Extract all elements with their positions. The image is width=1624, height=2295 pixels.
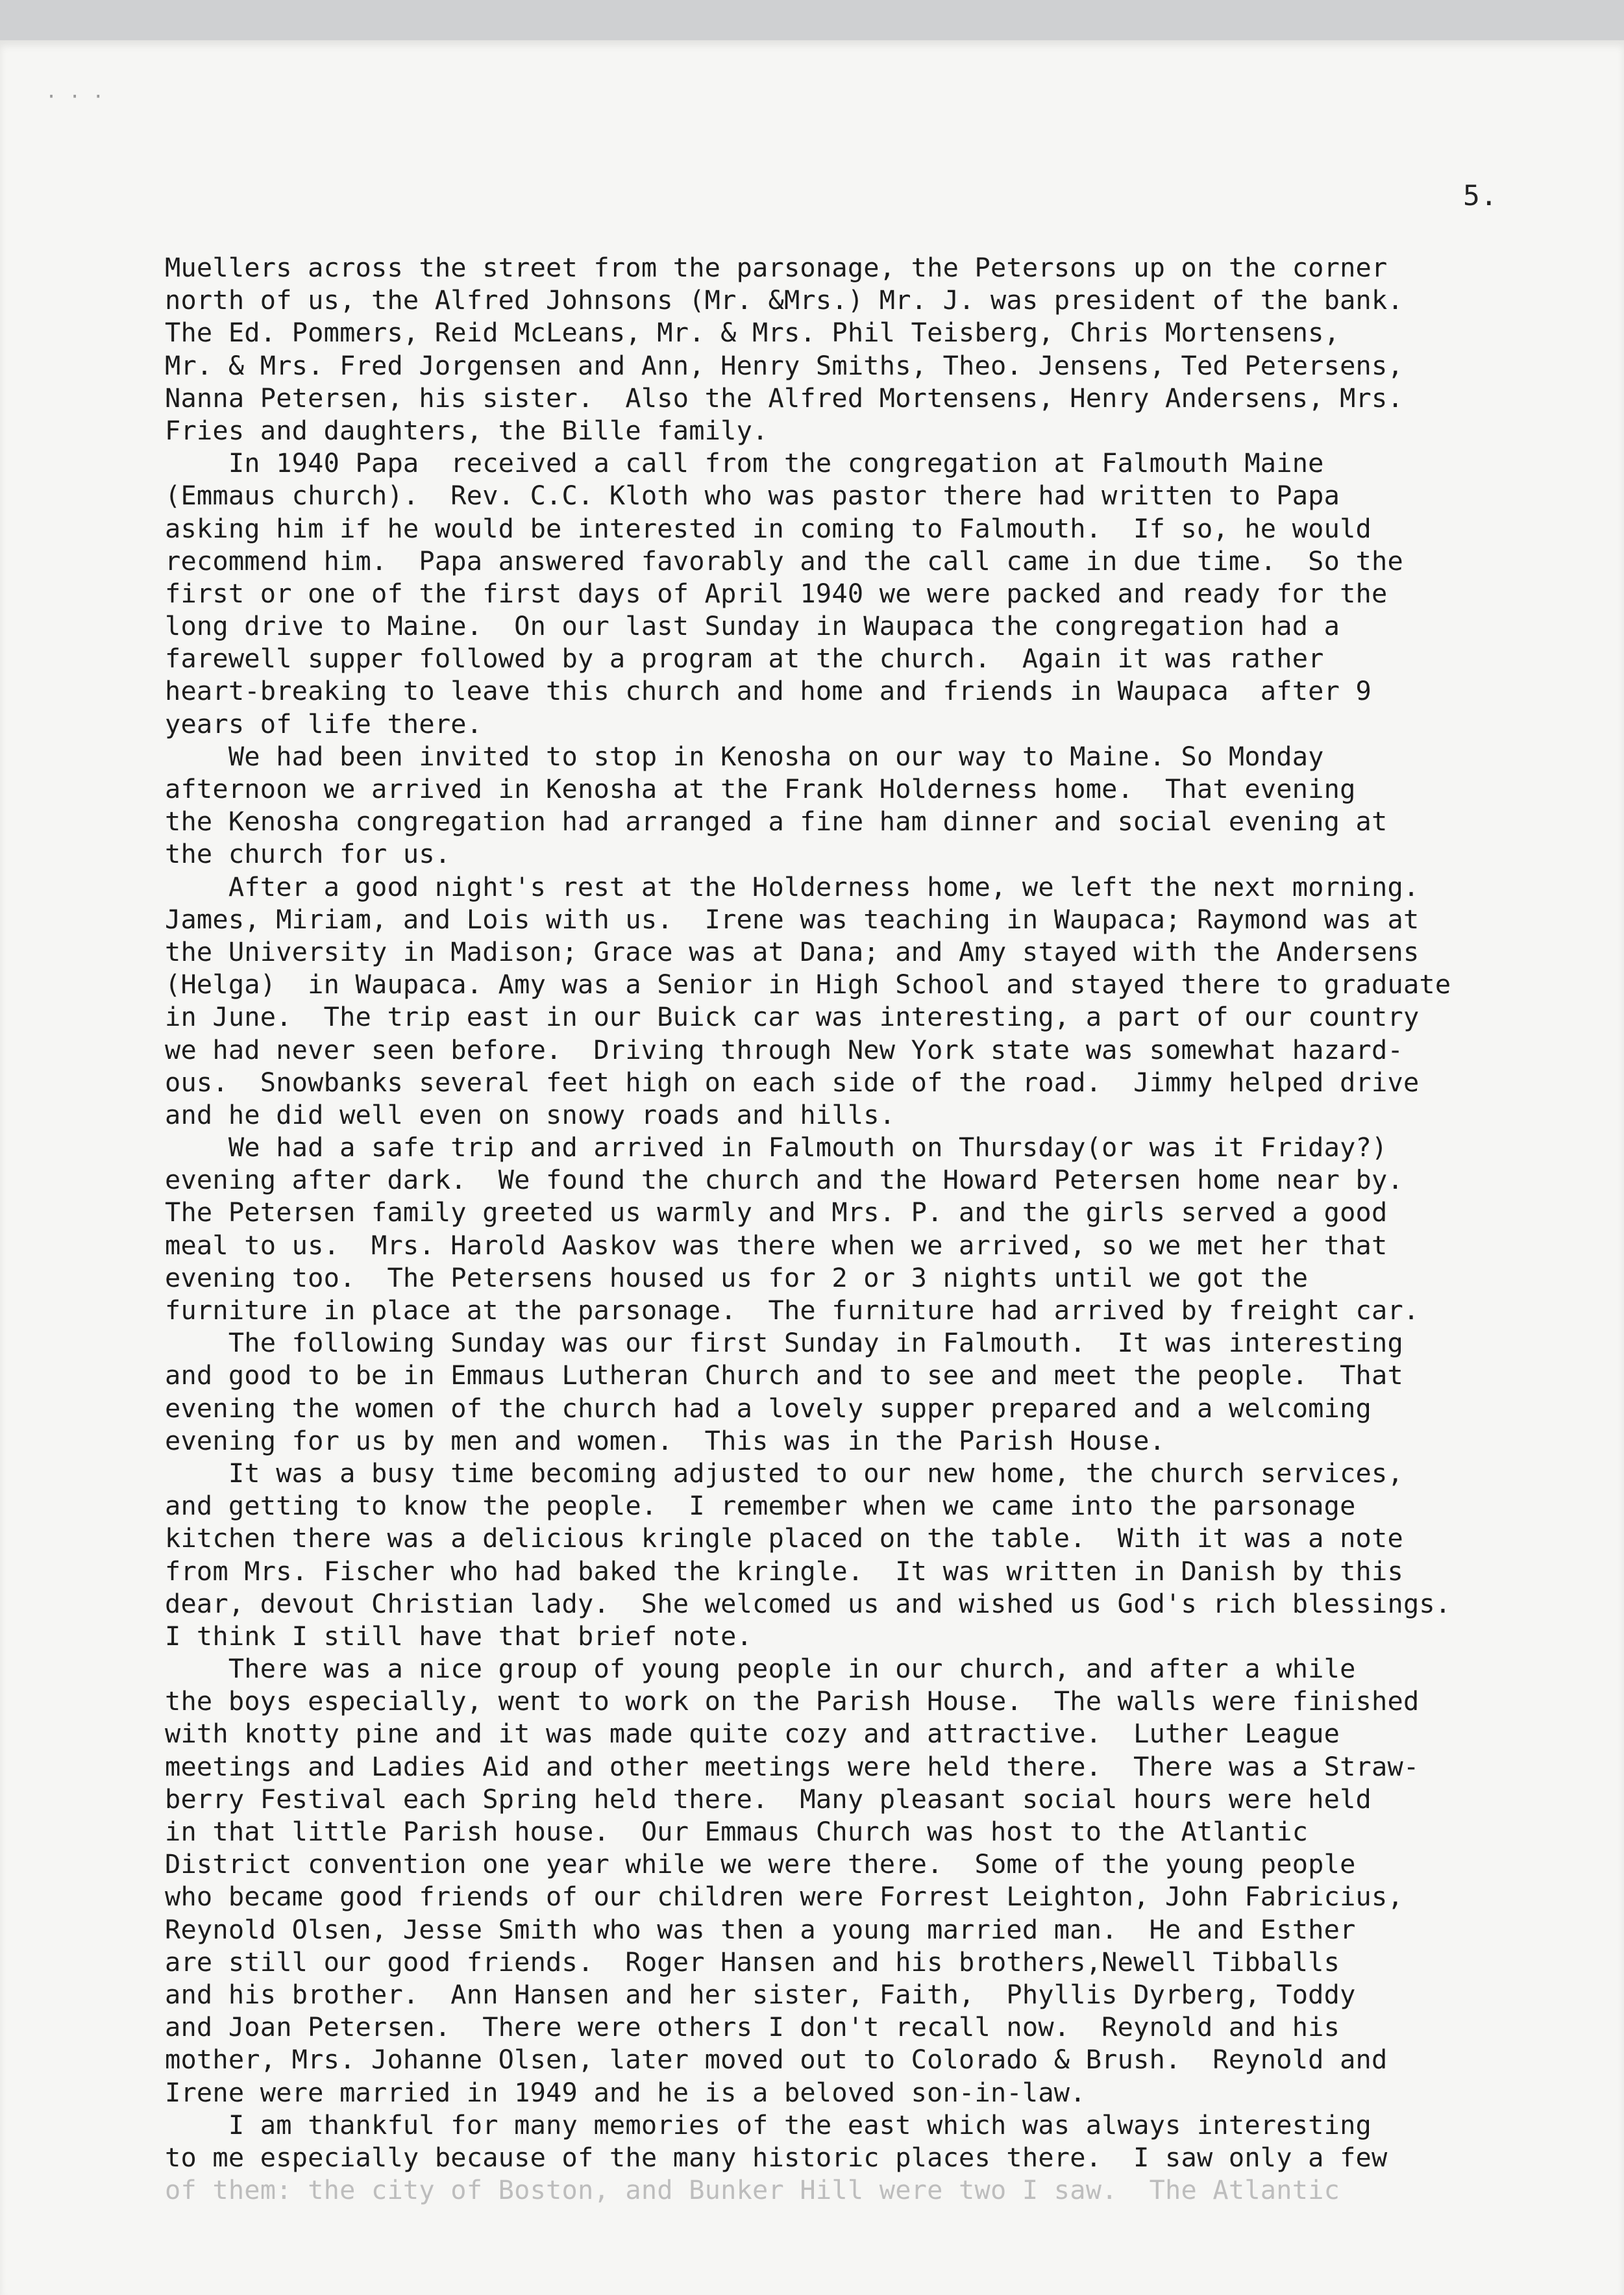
text-line: After a good night's rest at the Holderness home, we left the next morning. [165,871,1420,902]
text-line: the boys especially, went to work on the Parish House. The walls were finished [165,1686,1420,1717]
text-line: ous. Snowbanks several feet high on each side of the road. Jimmy helped drive [165,1067,1420,1098]
text-line: years of life there. [165,708,483,739]
text-line: and good to be in Emmaus Lutheran Church and to see and meet the people. That [165,1360,1403,1391]
text-line: I think I still have that brief note. [165,1620,753,1652]
text-line: asking him if he would be interested in coming to Falmouth. If so, he would [165,513,1372,544]
text-line: afternoon we arrived in Kenosha at the Frank Holderness home. That evening [165,774,1356,804]
page-number: 5. [1463,180,1498,212]
text-line: long drive to Maine. On our last Sunday in Waupaca the congregation had a [165,611,1340,642]
text-line: meetings and Ladies Aid and other meetings were held there. There was a Straw- [165,1751,1420,1782]
text-line: in June. The trip east in our Buick car was interesting, a part of our country [165,1002,1420,1033]
text-line: (Emmaus church). Rev. C.C. Kloth who was pastor there had written to Papa [165,480,1340,512]
text-line: we had never seen before. Driving through New York state was somewhat hazard- [165,1034,1403,1065]
text-line: (Helga) in Waupaca. Amy was a Senior in High School and stayed there to graduate [165,969,1451,1000]
document-page [0,40,1624,2295]
text-line: in that little Parish house. Our Emmaus Church was host to the Atlantic [165,1817,1309,1847]
text-line: and Joan Petersen. There were others I don't recall now. Reynold and his [165,2012,1340,2043]
text-line: with knotty pine and it was made quite cozy and attractive. Luther League [165,1718,1340,1750]
stray-marks: · · · [45,86,105,108]
text-line: dear, devout Christian lady. She welcomed us and wished us God's rich blessings. [165,1588,1451,1619]
text-line: mother, Mrs. Johanne Olsen, later moved out to Colorado & Brush. Reynold and [165,2044,1388,2076]
text-line: and he did well even on snowy roads and hills. [165,1099,896,1130]
text-line: kitchen there was a delicious kringle placed on the table. With it was a note [165,1523,1403,1554]
text-line: The Petersen family greeted us warmly and Mrs. P. and the girls served a good [165,1197,1388,1228]
text-line: District convention one year while we were there. Some of the young people [165,1849,1356,1880]
text-line: Mr. & Mrs. Fred Jorgensen and Ann, Henry Smiths, Theo. Jensens, Ted Petersens, [165,350,1403,381]
text-line: the University in Madison; Grace was at Dana; and Amy stayed with the Andersens [165,936,1420,967]
text-line: evening for us by men and women. This was in the Parish House. [165,1425,1166,1456]
text-line: The following Sunday was our first Sunday in Falmouth. It was interesting [165,1328,1403,1359]
text-line: who became good friends of our children were Forrest Leighton, John Fabricius, [165,1881,1403,1913]
text-line: We had a safe trip and arrived in Falmouth on Thursday(or was it Friday?) [165,1132,1388,1163]
text-line: north of us, the Alfred Johnsons (Mr. &Mrs.) Mr. J. was president of the bank. [165,285,1403,316]
typed-letter-body [165,252,1619,2207]
text-line: Reynold Olsen, Jesse Smith who was then a young married man. He and Esther [165,1914,1356,1945]
text-line: recommend him. Papa answered favorably and the call came in due time. So the [165,545,1403,577]
text-line: evening after dark. We found the church and the Howard Petersen home near by. [165,1165,1403,1196]
text-line: I am thankful for many memories of the east which was always interesting [165,2109,1372,2140]
text-line: Irene were married in 1949 and he is a beloved son-in-law. [165,2077,1086,2108]
text-line: of them: the city of Boston, and Bunker Hill were two I saw. The Atlantic [165,2175,1340,2206]
text-line: and his brother. Ann Hansen and her sister, Faith, Phyllis Dyrberg, Toddy [165,1979,1356,2010]
text-line: There was a nice group of young people in our church, and after a while [165,1654,1356,1685]
text-line: the church for us. [165,839,451,870]
text-line: and getting to know the people. I remember when we came into the parsonage [165,1491,1356,1522]
text-line: first or one of the first days of April 1940 we were packed and ready for the [165,578,1388,609]
text-line: We had been invited to stop in Kenosha on our way to Maine. So Monday [165,741,1324,772]
text-line: to me especially because of the many historic places there. I saw only a few [165,2142,1388,2173]
text-line: from Mrs. Fischer who had baked the kringle. It was written in Danish by this [165,1556,1403,1587]
text-line: In 1940 Papa received a call from the congregation at Falmouth Maine [165,448,1324,479]
text-line: are still our good friends. Roger Hansen and his brothers,Newell Tibballs [165,1946,1340,1978]
text-line: It was a busy time becoming adjusted to our new home, the church services, [165,1458,1403,1489]
text-line: evening the women of the church had a lovely supper prepared and a welcoming [165,1393,1372,1424]
text-line: evening too. The Petersens housed us for 2 or 3 nights until we got the [165,1262,1309,1293]
text-line: James, Miriam, and Lois with us. Irene was teaching in Waupaca; Raymond was at [165,904,1420,935]
text-line: the Kenosha congregation had arranged a fine ham dinner and social evening at [165,806,1388,837]
text-line: heart-breaking to leave this church and home and friends in Waupaca after 9 [165,676,1372,707]
text-line: The Ed. Pommers, Reid McLeans, Mr. & Mrs. Phil Teisberg, Chris Mortensens, [165,317,1340,349]
text-line: furniture in place at the parsonage. The furniture had arrived by freight car. [165,1295,1420,1326]
text-line: meal to us. Mrs. Harold Aaskov was there when we arrived, so we met her that [165,1230,1388,1261]
text-line: berry Festival each Spring held there. Many pleasant social hours were held [165,1783,1372,1815]
text-line: farewell supper followed by a program at the church. Again it was rather [165,643,1324,675]
text-line: Nanna Petersen, his sister. Also the Alfred Mortensens, Henry Andersens, Mrs. [165,382,1403,414]
text-line: Muellers across the street from the parsonage, the Petersons up on the corner [165,253,1388,283]
text-line: Fries and daughters, the Bille family. [165,415,769,446]
